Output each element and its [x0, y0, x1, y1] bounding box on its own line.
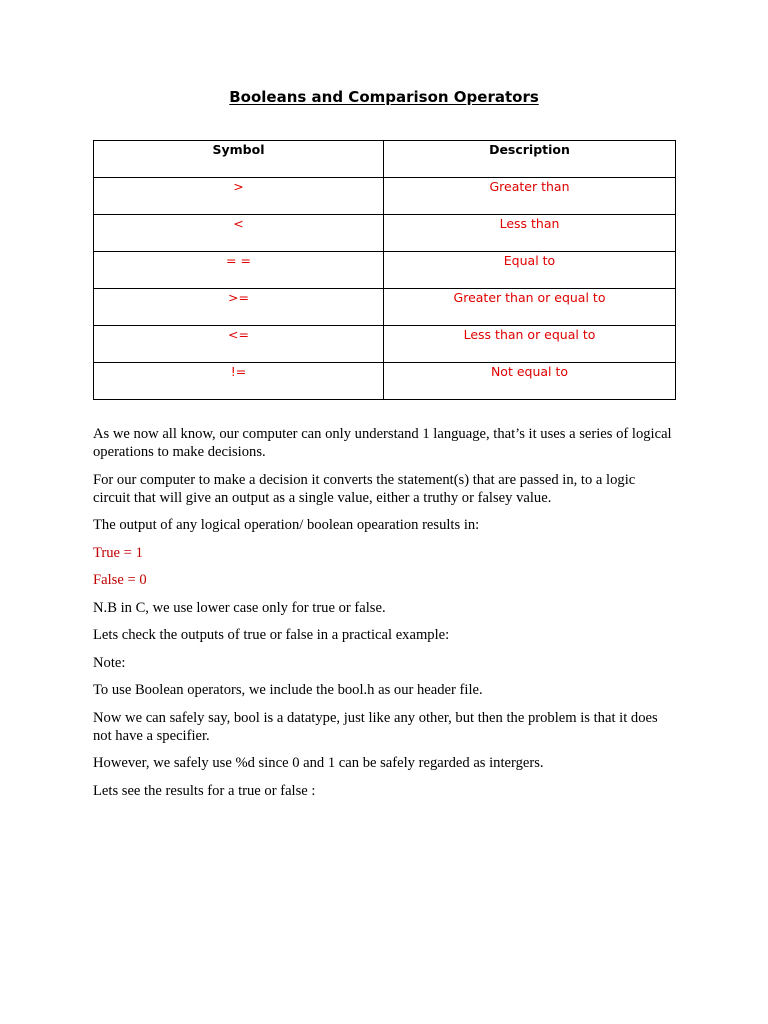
document-title-text: Booleans and Comparison Operators	[229, 88, 539, 106]
comparison-operators-table	[93, 140, 676, 400]
table-row	[94, 252, 676, 289]
symbol-cell: >	[94, 178, 384, 215]
paragraph: The output of any logical operation/ boolean opearation results in:	[93, 517, 480, 533]
symbol-cell: <=	[94, 326, 384, 363]
description-cell: Greater than	[384, 178, 676, 215]
document-body	[93, 425, 675, 809]
description-cell: Not equal to	[384, 363, 676, 400]
symbol-cell: <	[94, 215, 384, 252]
header-description: Description	[384, 141, 676, 178]
table-row	[94, 215, 676, 252]
header-symbol: Symbol	[94, 141, 384, 178]
document-title	[0, 88, 768, 106]
paragraph: As we now all know, our computer can only understand 1 language, that’s it uses a series of logical operations to make decisions.	[93, 426, 672, 460]
symbol-cell: >=	[94, 289, 384, 326]
table-row	[94, 178, 676, 215]
table-row	[94, 326, 676, 363]
paragraph: Lets see the results for a true or false :	[93, 782, 316, 799]
symbol-cell: = =	[94, 252, 384, 289]
table-row	[94, 363, 676, 400]
paragraph: N.B in C, we use lower case only for true or false.	[93, 599, 386, 616]
table-row	[94, 289, 676, 326]
description-cell: Less than	[384, 215, 676, 252]
description-cell: Less than or equal to	[384, 326, 676, 363]
false-value-line: False = 0	[93, 572, 147, 588]
paragraph: Now we can safely say, bool is a datatype, just like any other, but then the problem is that it does not have a specifier.	[93, 709, 658, 744]
symbol-cell: !=	[94, 363, 384, 400]
note-label: Note:	[93, 654, 126, 671]
description-cell: Greater than or equal to	[384, 289, 676, 326]
description-cell: Equal to	[384, 252, 676, 289]
table-header-row	[94, 141, 676, 178]
true-value-line: True = 1	[93, 544, 143, 561]
paragraph: For our computer to make a decision it converts the statement(s) that are passed in, to a logic circuit that will give an output as a single value, either a truthy or falsey value.	[93, 471, 636, 506]
paragraph: However, we safely use %d since 0 and 1 can be safely regarded as intergers.	[93, 755, 544, 771]
paragraph: Lets check the outputs of true or false in a practical example:	[93, 627, 450, 643]
paragraph: To use Boolean operators, we include the bool.h as our header file.	[93, 682, 483, 698]
